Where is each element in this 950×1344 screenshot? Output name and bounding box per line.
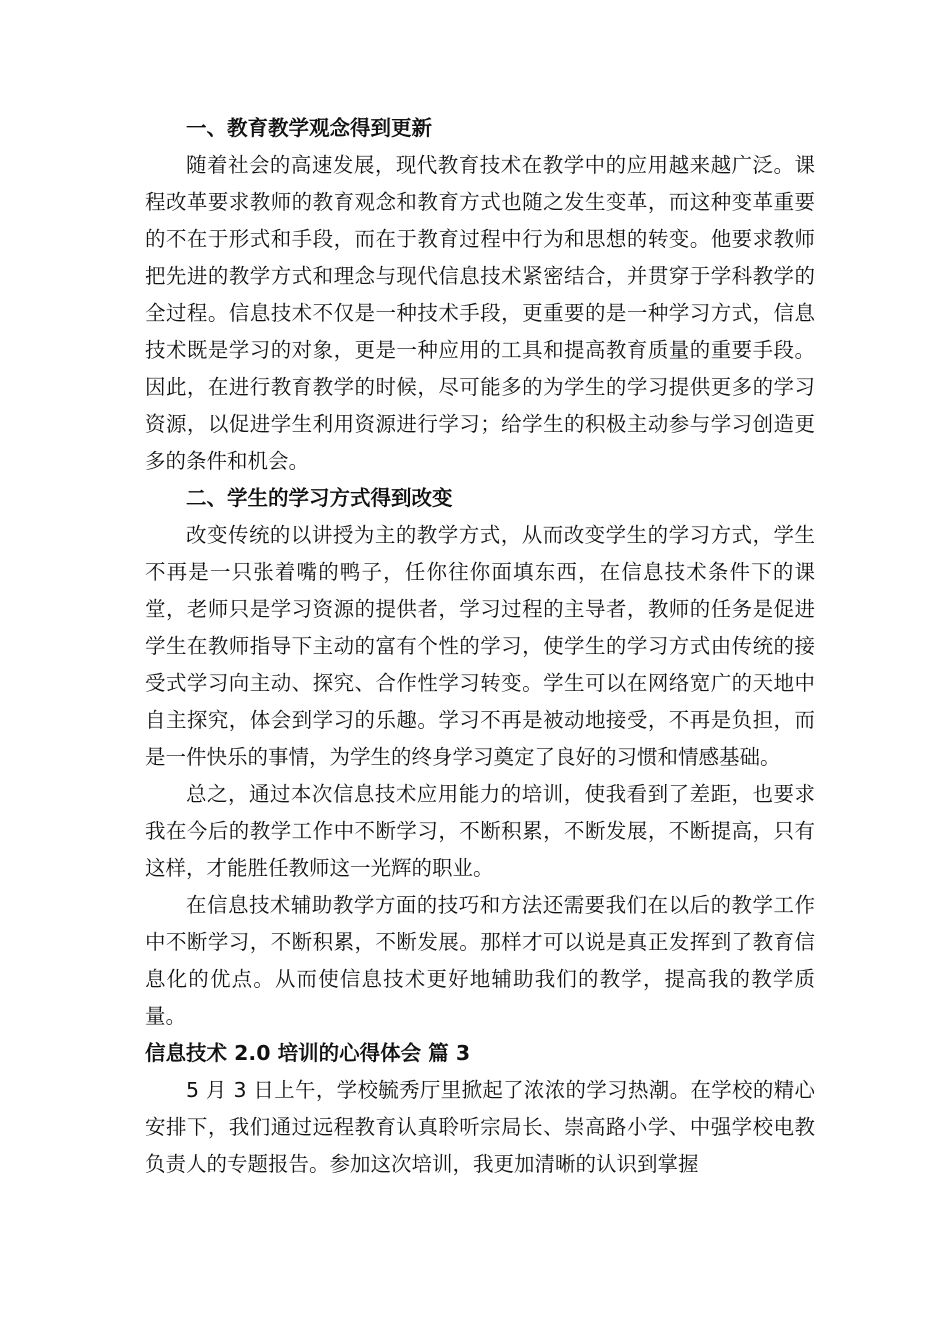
paragraph-1: 随着社会的高速发展，现代教育技术在教学中的应用越来越广泛。课程改革要求教师的教育观念和教育方式也随之发生变革，而这种变革重要的不在于形式和手段，而在于教育过程中行为和思想的转变。他要求教师把先进的教学方式和理念与现代信息技术紧密结合，并贯穿于学科教学的全过程。信息技术不仅是一种技术手段，更重要的是一种学习方式，信息技术既是学习的对象，更是一种应用的工具和提高教育质量的重要手段。因此，在进行教育教学的时候，尽可能多的为学生的学习提供更多的学习资源，以促进学生利用资源进行学习；给学生的积极主动参与学习创造更多的条件和机会。 [145, 153, 815, 473]
paragraph-3: 总之，通过本次信息技术应用能力的培训，使我看到了差距，也要求我在今后的教学工作中不断学习，不断积累，不断发展，不断提高，只有这样，才能胜任教师这一光辉的职业。 [145, 782, 815, 880]
paragraph-2: 改变传统的以讲授为主的教学方式，从而改变学生的学习方式，学生不再是一只张着嘴的鸭子，任你往你面填东西，在信息技术条件下的课堂，老师只是学习资源的提供者，学习过程的主导者，教师的任务是促进学生在教师指导下主动的富有个性的学习，使学生的学习方式由传统的接受式学习向主动、探究、合作性学习转变。学生可以在网络宽广的天地中自主探究，体会到学习的乐趣。学习不再是被动地接受，不再是负担，而是一件快乐的事情，为学生的终身学习奠定了良好的习惯和情感基础。 [145, 523, 815, 769]
section-heading-1: 一、教育教学观念得到更新 [186, 116, 432, 140]
document-page [145, 110, 815, 1183]
section-heading-2: 二、学生的学习方式得到改变 [186, 486, 453, 510]
paragraph-5: 5 月 3 日上午，学校毓秀厅里掀起了浓浓的学习热潮。在学校的精心安排下，我们通过远程教育认真聆听宗局长、崇高路小学、中强学校电教负责人的专题报告。参加这次培训，我更加清晰的认识到掌握 [145, 1078, 815, 1176]
article-title: 信息技术 2.0 培训的心得体会 篇 3 [145, 1041, 471, 1065]
paragraph-4: 在信息技术辅助教学方面的技巧和方法还需要我们在以后的教学工作中不断学习，不断积累，不断发展。那样才可以说是真正发挥到了教育信息化的优点。从而使信息技术更好地辅助我们的教学，提高我的教学质量。 [145, 893, 815, 1028]
